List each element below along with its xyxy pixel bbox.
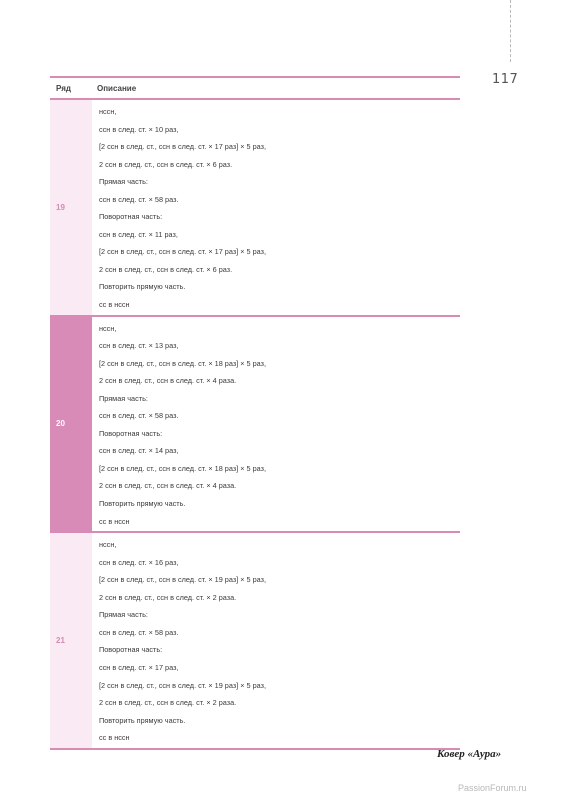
table-row (50, 100, 460, 317)
instruction-line: Прямая часть: (99, 177, 148, 187)
instruction-line: 2 ссн в след. ст., ссн в след. ст. × 2 раза. (99, 698, 237, 708)
row-description-cell (92, 100, 460, 315)
instruction-line: 2 ссн в след. ст., ссн в след. ст. × 6 раз. (99, 264, 233, 274)
instruction-line: [2 ссн в след. ст., ссн в след. ст. × 17 раз] × 5 раз, (99, 142, 267, 152)
instruction-line: Прямая часть: (99, 610, 148, 620)
instruction-line: Поворотная часть: (99, 212, 163, 222)
instruction-line: 2 ссн в след. ст., ссн в след. ст. × 6 раз. (99, 159, 233, 169)
instruction-line: сс в нссн (99, 300, 130, 310)
table-header (50, 76, 460, 100)
instruction-line: Повторить прямую часть. (99, 715, 186, 725)
instruction-line: ссн в след. ст. × 58 раз. (99, 194, 179, 204)
header-row-column: Ряд (56, 83, 71, 93)
instruction-line: нссн, (99, 107, 117, 116)
row-number-cell: 20 (50, 317, 92, 532)
table-row (50, 533, 460, 750)
instruction-line: Прямая часть: (99, 393, 148, 403)
instruction-line: [2 ссн в след. ст., ссн в след. ст. × 19 раз] × 5 раз, (99, 680, 267, 690)
instruction-line: Поворотная часть: (99, 645, 163, 655)
table-body (50, 100, 460, 750)
row-number-cell: 21 (50, 533, 92, 748)
instruction-line: ссн в след. ст. × 11 раз, (99, 229, 178, 239)
page-number: 117 (492, 72, 519, 87)
instruction-line: Повторить прямую часть. (99, 282, 186, 292)
instruction-line: ссн в след. ст. × 10 раз, (99, 124, 179, 134)
row-description-cell (92, 317, 460, 532)
instruction-line: сс в нссн (99, 733, 130, 743)
pattern-table (50, 76, 460, 750)
instruction-line: ссн в след. ст. × 14 раз, (99, 446, 179, 456)
instruction-line: ссн в след. ст. × 17 раз, (99, 662, 179, 672)
table-row (50, 317, 460, 534)
header-description-column: Описание (97, 83, 137, 93)
instruction-line: [2 ссн в след. ст., ссн в след. ст. × 18 раз] × 5 раз, (99, 463, 267, 473)
instruction-line: ссн в след. ст. × 58 раз. (99, 411, 179, 421)
row-number-cell: 19 (50, 100, 92, 315)
instruction-line: [2 ссн в след. ст., ссн в след. ст. × 18 раз] × 5 раз, (99, 358, 267, 368)
instruction-line: 2 ссн в след. ст., ссн в след. ст. × 2 раза. (99, 592, 237, 602)
instruction-line: ссн в след. ст. × 16 раз, (99, 557, 179, 567)
instruction-line: нссн, (99, 540, 117, 550)
pattern-title: Ковер «Аура» (437, 748, 502, 760)
instruction-line: ссн в след. ст. × 58 раз. (99, 627, 179, 637)
instruction-line: сс в нссн (99, 516, 130, 526)
instruction-line: [2 ссн в след. ст., ссн в след. ст. × 19 раз] × 5 раз, (99, 575, 267, 585)
instruction-line: [2 ссн в след. ст., ссн в след. ст. × 17 раз] × 5 раз, (99, 247, 267, 257)
instruction-line: Повторить прямую часть. (99, 499, 186, 509)
row-description-cell (92, 533, 460, 748)
instruction-line: 2 ссн в след. ст., ссн в след. ст. × 4 раза. (99, 481, 237, 491)
dashed-margin-line (510, 0, 511, 62)
instruction-line: нссн, (99, 323, 117, 333)
instruction-line: 2 ссн в след. ст., ссн в след. ст. × 4 раза. (99, 376, 237, 386)
site-watermark: PassionForum.ru (458, 783, 527, 793)
instruction-line: ссн в след. ст. × 13 раз, (99, 341, 179, 351)
instruction-line: Поворотная часть: (99, 428, 163, 438)
